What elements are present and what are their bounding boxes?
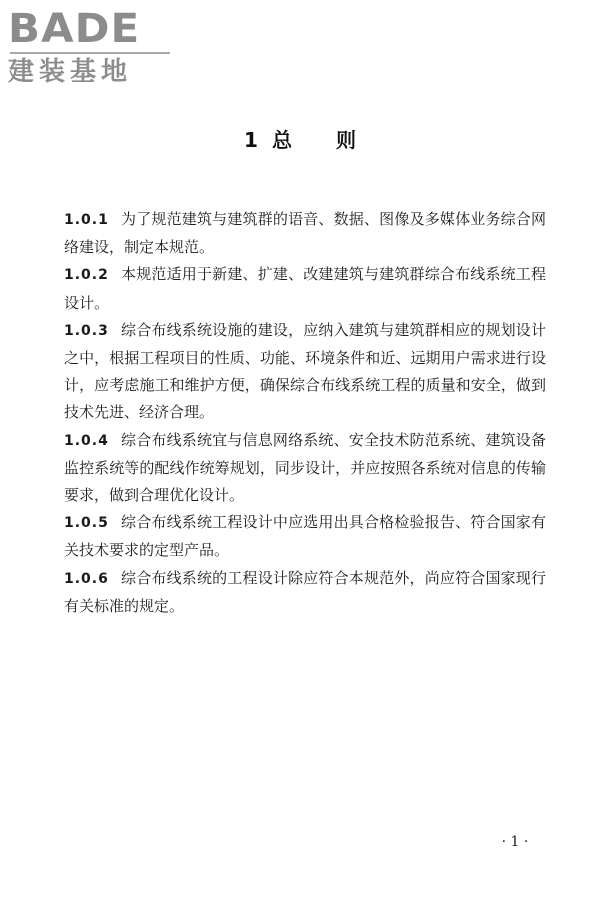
clause-number: 1.0.6 (64, 570, 109, 587)
chapter-title-part1: 总 (271, 128, 292, 152)
clause-number: 1.0.1 (64, 212, 109, 228)
chapter-number: 1 (244, 128, 258, 152)
clause-1-0-2 (64, 261, 546, 316)
clause-1-0-1 (64, 206, 546, 261)
clause-number: 1.0.2 (64, 267, 109, 284)
clause-1-0-3 (64, 317, 546, 427)
watermark-cjk-text: 建装基地 (8, 57, 133, 87)
clause-number: 1.0.4 (64, 432, 109, 449)
clause-list (64, 206, 546, 620)
clause-text: 综合布线系统工程设计中应选用出具合格检验报告、符合国家有关技术要求的定型产品。 (64, 513, 546, 560)
page-number: · 1 · (501, 834, 529, 850)
clause-1-0-5 (64, 509, 546, 564)
clause-text: 本规范适用于新建、扩建、改建建筑与建筑群综合布线系统工程设计。 (64, 265, 546, 312)
clause-text: 综合布线系统设施的建设，应纳入建筑与建筑群相应的规划设计之中，根据工程项目的性质、功能、环境条件和近、远期用户需求进行设计，应考虑施工和维护方便，确保综合布线系统工程的质量和安全，做到技术先进、经济合理。 (64, 320, 546, 422)
chapter-title-part2: 则 (335, 128, 356, 152)
clause-1-0-4 (64, 427, 546, 510)
chapter-title (0, 126, 600, 154)
clause-text: 综合布线系统的工程设计除应符合本规范外，尚应符合国家现行有关标准的规定。 (64, 568, 546, 615)
clause-1-0-6 (64, 565, 546, 620)
watermark-logo (8, 6, 178, 88)
clause-text: 为了规范建筑与建筑群的语音、数据、图像及多媒体业务综合网络建设，制定本规范。 (64, 210, 546, 257)
clause-text: 综合布线系统宜与信息网络系统、安全技术防范系统、建筑设备监控系统等的配线作统筹规划，同步设计，并应按照各系统对信息的传输要求，做到合理优化设计。 (64, 430, 546, 505)
watermark-latin-text: BADE (8, 6, 141, 52)
clause-number: 1.0.3 (64, 322, 109, 339)
clause-number: 1.0.5 (64, 515, 109, 532)
watermark-divider (10, 52, 170, 54)
